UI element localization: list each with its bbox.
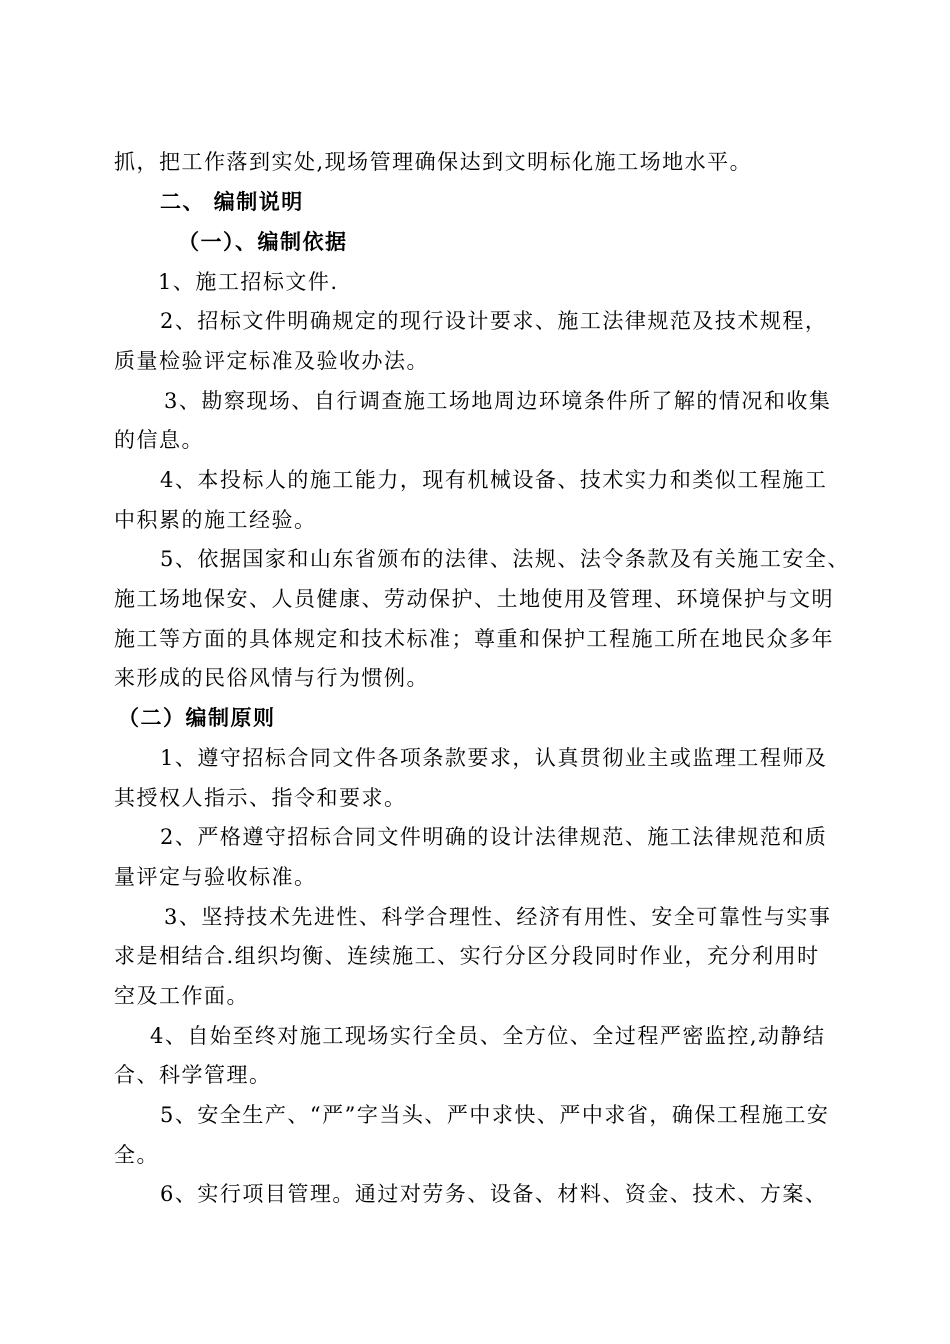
principle-item-1-line-1: 1、遵守招标合同文件各项条款要求，认真贯彻业主或监理工程师及 bbox=[160, 746, 828, 770]
principle-item-6-line-1: 6、实行项目管理。通过对劳务、设备、材料、资金、技术、方案、 bbox=[160, 1182, 828, 1206]
list-item-3-line-2: 的信息。 bbox=[114, 428, 204, 452]
list-item-2-line-2: 质量检验评定标准及验收办法。 bbox=[114, 349, 429, 373]
principle-item-2-line-2: 量评定与验收标准。 bbox=[114, 865, 317, 889]
principle-item-5-line-2: 全。 bbox=[114, 1143, 159, 1167]
list-item-3-line-1: 3、勘察现场、自行调查施工场地周边环境条件所了解的情况和收集 bbox=[164, 389, 832, 413]
paragraph-line-1: 抓，把工作落到实处,现场管理确保达到文明标化施工场地水平。 bbox=[114, 150, 753, 174]
principle-item-4-line-2: 合、科学管理。 bbox=[114, 1063, 272, 1087]
principle-item-3-line-2: 求是相结合.组织均衡、连续施工、实行分区分段同时作业，充分利用时 bbox=[114, 944, 820, 968]
principle-item-3-line-3: 空及工作面。 bbox=[114, 984, 249, 1008]
list-item-4-line-1: 4、本投标人的施工能力，现有机械设备、技术实力和类似工程施工 bbox=[160, 468, 828, 492]
principle-item-5-line-1: 5、安全生产、“严”字当头、严中求快、严中求省，确保工程施工安 bbox=[160, 1103, 830, 1127]
list-item-5-line-1: 5、依据国家和山东省颁布的法律、法规、法令条款及有关施工安全、 bbox=[160, 547, 850, 571]
principle-item-4-line-1: 4、自始至终对施工现场实行全员、全方位、全过程严密监控,动静结 bbox=[150, 1024, 826, 1048]
list-item-2-line-1: 2、招标文件明确规定的现行设计要求、施工法律规范及技术规程， bbox=[160, 309, 828, 333]
principle-item-1-line-2: 其授权人指示、指令和要求。 bbox=[114, 786, 407, 810]
list-item-5-line-4: 来形成的民俗风情与行为惯例。 bbox=[114, 666, 429, 690]
list-item-5-line-2: 施工场地保安、人员健康、劳动保护、土地使用及管理、环境保护与文明 bbox=[114, 587, 834, 611]
section-heading-2: 二、 编制说明 bbox=[160, 189, 304, 214]
subsection-heading-2: （二）编制原则 bbox=[118, 705, 276, 730]
subsection-heading-1: （一）、编制依据 bbox=[178, 229, 348, 254]
list-item-5-line-3: 施工等方面的具体规定和技术标准；尊重和保护工程施工所在地民众多年 bbox=[114, 627, 834, 651]
principle-item-3-line-1: 3、坚持技术先进性、科学合理性、经济有用性、安全可靠性与实事 bbox=[164, 905, 832, 929]
list-item-1: 1、施工招标文件. bbox=[158, 270, 339, 294]
principle-item-2-line-1: 2、严格遵守招标合同文件明确的设计法律规范、施工法律规范和质 bbox=[160, 825, 828, 849]
list-item-4-line-2: 中积累的施工经验。 bbox=[114, 508, 317, 532]
